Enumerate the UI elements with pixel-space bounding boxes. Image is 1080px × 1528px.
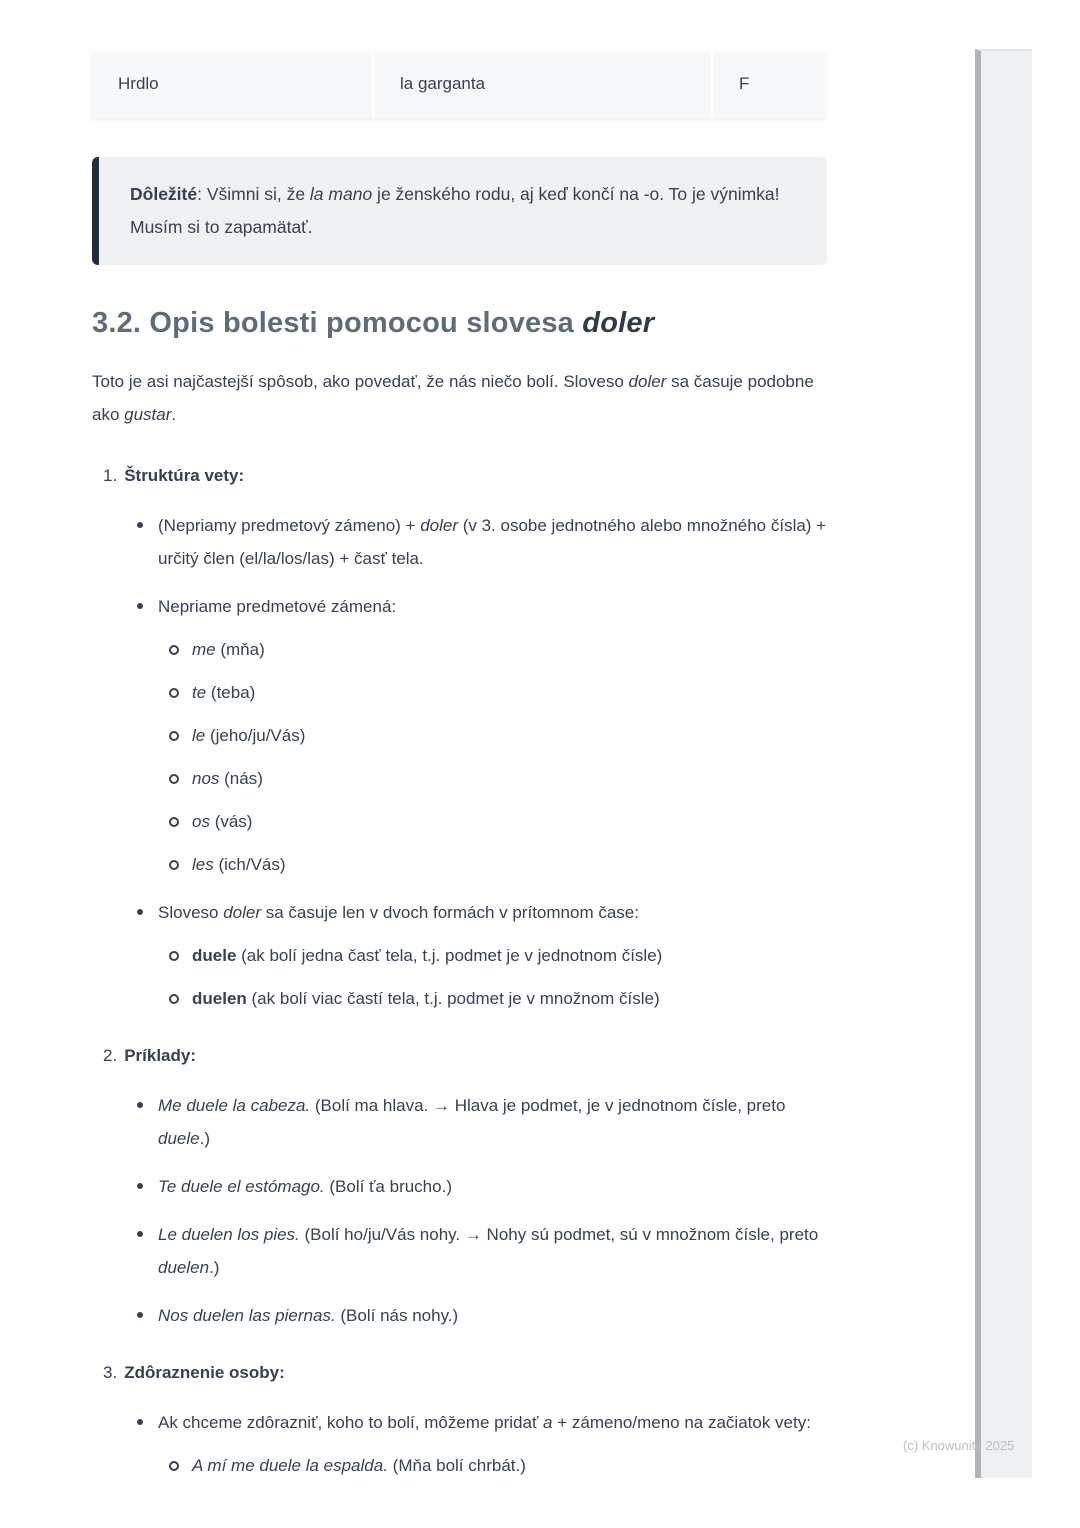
- section-heading: [92, 305, 827, 341]
- bullet-text: [158, 1096, 785, 1148]
- text-run: Sloveso: [158, 903, 224, 922]
- bullet-text: [158, 597, 396, 616]
- text-run: doler: [420, 516, 458, 535]
- sub-bullet-item: [192, 762, 827, 795]
- numbered-item: [92, 1356, 827, 1482]
- sub-bullet-item: [192, 1449, 827, 1482]
- bullet-text: [158, 516, 826, 568]
- text-run: duelen: [192, 989, 247, 1008]
- text-run: duele: [192, 946, 237, 965]
- text-run: (ak bolí viac častí tela, t.j. podmet je v množnom čísle): [246, 989, 660, 1008]
- text-run: Ak chceme zdôrazniť, koho to bolí, môžeme pridať: [158, 1413, 544, 1432]
- text-run: me: [192, 640, 216, 659]
- text-run: (mňa): [215, 640, 265, 659]
- text-run: Toto je asi najčastejší spôsob, ako povedať, že nás niečo bolí. Sloveso: [92, 372, 629, 391]
- item-number: 2.: [103, 1046, 118, 1065]
- text-run: les: [192, 855, 214, 874]
- text-run: (Bolí nás nohy.): [335, 1306, 459, 1325]
- text-run: .): [199, 1129, 210, 1148]
- text-run: la mano: [309, 184, 373, 204]
- text-run: a: [543, 1413, 553, 1432]
- bullet-text: [158, 903, 639, 922]
- text-run: .: [171, 405, 177, 424]
- text-run: Nepriame predmetové zámená:: [158, 597, 397, 616]
- text-run: (Bolí ho/ju/Vás nohy. → Nohy sú podmet, sú v množnom čísle, preto: [299, 1225, 819, 1244]
- bullet-text: [158, 1225, 818, 1277]
- text-run: (vás): [209, 812, 253, 831]
- text-run: (Bolí ma hlava. → Hlava je podmet, je v jednotnom čísle, preto: [310, 1096, 786, 1115]
- text-run: te: [192, 683, 207, 702]
- text-run: doler: [582, 307, 655, 339]
- bullet-list: [103, 509, 827, 1015]
- important-callout: [92, 157, 827, 265]
- text-run: le: [192, 726, 206, 745]
- text-run: (ak bolí jedna časť tela, t.j. podmet je v jednotnom čísle): [236, 946, 663, 965]
- numbered-item: [92, 1039, 827, 1332]
- sub-bullet-item: [192, 633, 827, 666]
- text-run: 3.2. Opis bolesti pomocou slovesa: [92, 307, 583, 339]
- bullet-item: [158, 590, 827, 881]
- bullet-text: [158, 1413, 811, 1432]
- bullet-item: [158, 1406, 827, 1482]
- table-cell-gender: F: [713, 50, 827, 118]
- text-run: (Bolí ťa brucho.): [324, 1177, 452, 1196]
- sub-bullet-item: [192, 805, 827, 838]
- text-run: je ženského rodu, aj keď končí na -o. To je výnimka! Musím si to zapamätať.: [130, 184, 780, 237]
- text-run: (nás): [219, 769, 263, 788]
- text-run: Le duelen los pies.: [158, 1225, 300, 1244]
- text-run: duele: [158, 1129, 200, 1148]
- text-run: duelen: [158, 1258, 210, 1277]
- text-run: sa časuje len v dvoch formách v prítomnom čase:: [261, 903, 639, 922]
- text-run: nos: [192, 769, 220, 788]
- text-run: (teba): [206, 683, 256, 702]
- sub-bullet-item: [192, 939, 827, 972]
- text-run: Dôležité: [130, 184, 198, 204]
- bullet-item: [158, 1089, 827, 1155]
- item-number: 1.: [103, 466, 118, 485]
- text-run: (ich/Vás): [213, 855, 286, 874]
- text-run: (jeho/ju/Vás): [205, 726, 306, 745]
- text-run: (v 3. osobe jednotného alebo množného čísla) + určitý člen (el/la/los/las) + časť tela.: [158, 516, 827, 568]
- text-run: doler: [628, 372, 667, 391]
- sub-bullet-item: [192, 848, 827, 881]
- item-label: Zdôraznenie osoby:: [124, 1363, 285, 1382]
- text-run: (Nepriamy predmetový zámeno) +: [158, 516, 421, 535]
- sub-bullet-item: [192, 982, 827, 1015]
- text-run: Te duele el estómago.: [158, 1177, 325, 1196]
- sub-bullet-list: [158, 939, 827, 1015]
- text-run: gustar: [124, 405, 172, 424]
- text-run: sa časuje podobne ako: [92, 372, 814, 424]
- sub-bullet-item: [192, 676, 827, 709]
- numbered-item: [92, 459, 827, 1015]
- text-run: .): [209, 1258, 220, 1277]
- item-number: 3.: [103, 1363, 118, 1382]
- callout-text: [130, 184, 780, 237]
- bullet-text: [158, 1306, 458, 1325]
- vocab-table-row: [92, 50, 827, 118]
- text-run: (Mňa bolí chrbát.): [387, 1456, 526, 1475]
- bullet-item: [158, 896, 827, 1015]
- bullet-item: [158, 1299, 827, 1332]
- text-run: Nos duelen las piernas.: [158, 1306, 336, 1325]
- sub-bullet-item: [192, 719, 827, 752]
- bullet-item: [158, 1170, 827, 1203]
- table-cell-translation: la garganta: [374, 50, 713, 118]
- text-run: doler: [223, 903, 262, 922]
- bullet-list: [103, 1089, 827, 1332]
- bullet-list: [103, 1406, 827, 1482]
- bullet-item: [158, 509, 827, 575]
- bullet-text: [158, 1177, 452, 1196]
- sub-bullet-list: [158, 633, 827, 881]
- bullet-item: [158, 1218, 827, 1284]
- item-label: Príklady:: [124, 1046, 196, 1065]
- table-cell-term: Hrdlo: [92, 50, 374, 118]
- section-intro: [92, 365, 827, 431]
- text-run: + zámeno/meno na začiatok vety:: [552, 1413, 811, 1432]
- sub-bullet-list: [158, 1449, 827, 1482]
- copyright-watermark: (c) Knowunity 2025: [903, 1438, 1015, 1453]
- text-run: A mí me duele la espalda.: [192, 1456, 388, 1475]
- text-run: : Všimni si, že: [197, 184, 310, 204]
- next-page-edge: [975, 49, 1032, 1478]
- item-label: Štruktúra vety:: [124, 466, 245, 485]
- text-run: os: [192, 812, 210, 831]
- document-content: [92, 0, 827, 1506]
- text-run: Me duele la cabeza.: [158, 1096, 311, 1115]
- numbered-list: [92, 459, 827, 1482]
